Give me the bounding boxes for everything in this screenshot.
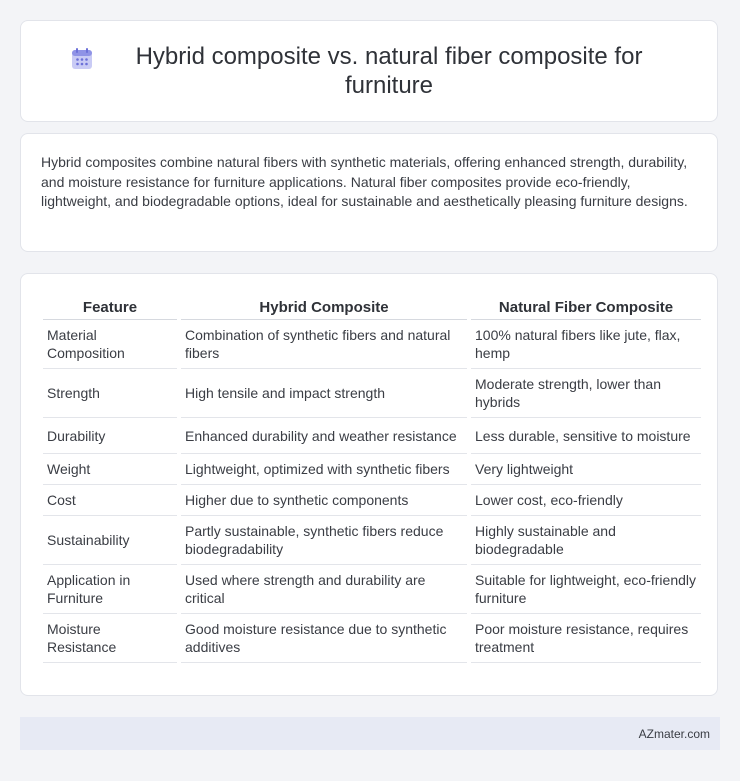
natural-cell: Very lightweight	[471, 454, 701, 485]
hybrid-cell: Partly sustainable, synthetic fibers reduce biodegradability	[181, 516, 467, 565]
natural-cell: Highly sustainable and biodegradable	[471, 516, 701, 565]
title-wrap	[69, 42, 669, 100]
hybrid-cell: Higher due to synthetic components	[181, 485, 467, 516]
feature-cell: Application in Furniture	[43, 565, 177, 614]
table-row	[43, 485, 701, 516]
feature-cell: Cost	[43, 485, 177, 516]
table-row	[43, 614, 701, 663]
footer-brand: AZmater.com	[638, 726, 710, 741]
comparison-table	[39, 294, 705, 663]
natural-cell: Lower cost, eco-friendly	[471, 485, 701, 516]
natural-cell: Less durable, sensitive to moisture	[471, 418, 701, 454]
natural-cell: Poor moisture resistance, requires treatment	[471, 614, 701, 663]
calendar-icon	[69, 46, 95, 72]
table-row	[43, 454, 701, 485]
natural-cell: Suitable for lightweight, eco-friendly furniture	[471, 565, 701, 614]
hybrid-cell: High tensile and impact strength	[181, 369, 467, 418]
table-row	[43, 320, 701, 369]
feature-cell: Weight	[43, 454, 177, 485]
table-row	[43, 516, 701, 565]
natural-cell: 100% natural fibers like jute, flax, hemp	[471, 320, 701, 369]
hybrid-cell: Enhanced durability and weather resistance	[181, 418, 467, 454]
feature-cell: Material Composition	[43, 320, 177, 369]
column-header-feature: Feature	[43, 294, 177, 320]
column-header-hybrid: Hybrid Composite	[181, 294, 467, 320]
summary-card	[20, 133, 718, 252]
title-card	[20, 20, 718, 122]
feature-cell: Strength	[43, 369, 177, 418]
hybrid-cell: Lightweight, optimized with synthetic fibers	[181, 454, 467, 485]
summary-text: Hybrid composites combine natural fibers with synthetic materials, offering enhanced strength, durability, and moisture resistance for furniture applications. Natural fiber composites provide eco-friendly, lightweight, and biodegradable options, ideal for sustainable and aesthetically pleasing furniture designs.	[41, 154, 688, 209]
hybrid-cell: Combination of synthetic fibers and natural fibers	[181, 320, 467, 369]
comparison-table-card	[20, 273, 718, 696]
feature-cell: Sustainability	[43, 516, 177, 565]
table-header-row	[43, 294, 701, 320]
natural-cell: Moderate strength, lower than hybrids	[471, 369, 701, 418]
feature-cell: Moisture Resistance	[43, 614, 177, 663]
page-title: Hybrid composite vs. natural fiber composite for furniture	[135, 43, 643, 99]
footer-bar	[20, 717, 720, 750]
hybrid-cell: Used where strength and durability are critical	[181, 565, 467, 614]
table-row	[43, 418, 701, 454]
table-row	[43, 565, 701, 614]
feature-cell: Durability	[43, 418, 177, 454]
hybrid-cell: Good moisture resistance due to synthetic additives	[181, 614, 467, 663]
column-header-natural: Natural Fiber Composite	[471, 294, 701, 320]
table-row	[43, 369, 701, 418]
